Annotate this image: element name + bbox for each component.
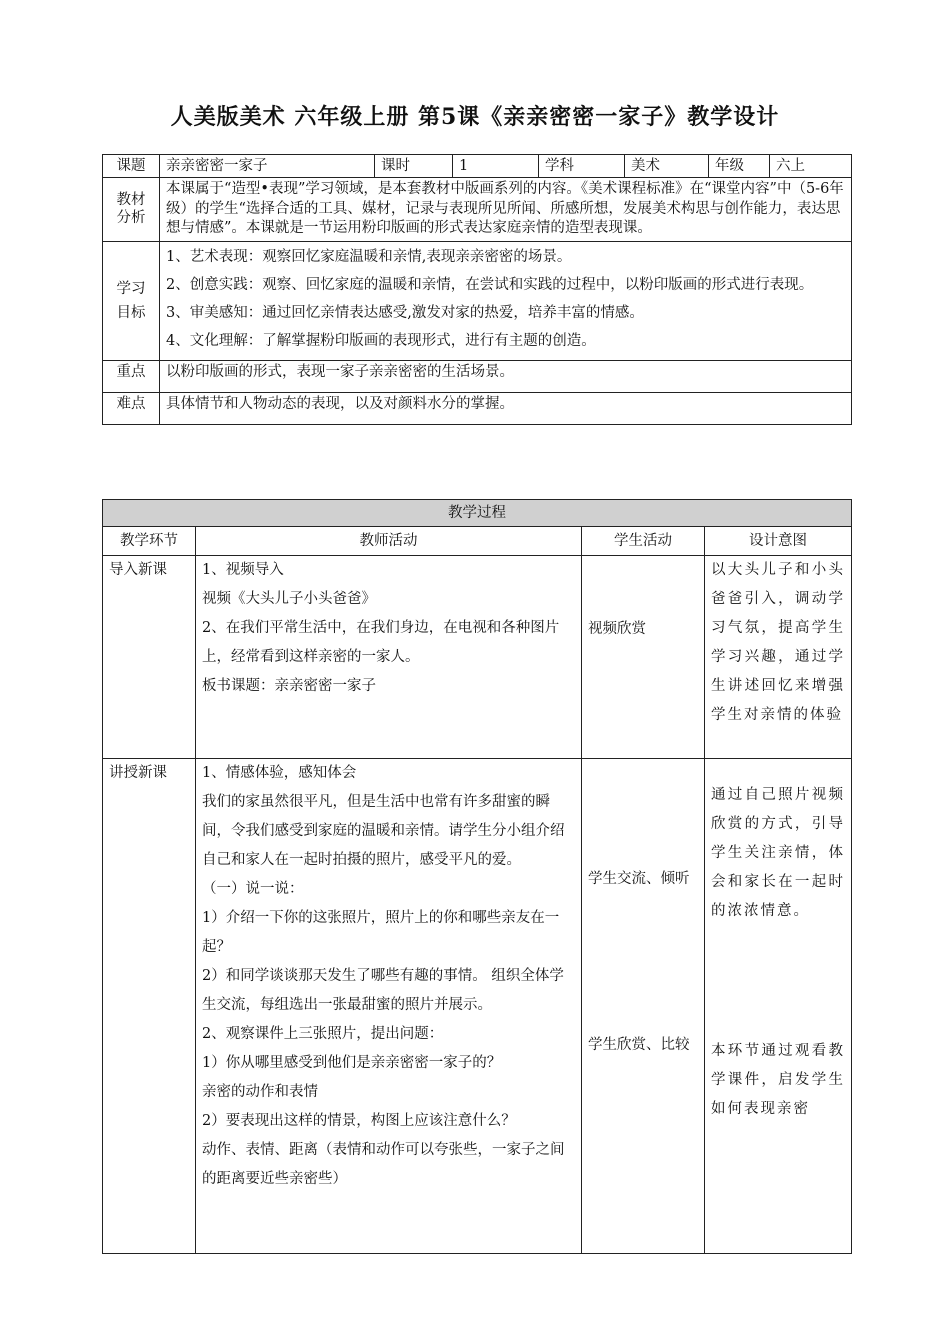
key-label: 重点 (103, 360, 160, 392)
teacher-line: 视频《大头儿子小头爸爸》 (202, 591, 376, 607)
teacher-line: 2、观察课件上三张照片，提出问题： (202, 1026, 444, 1042)
goal-item: 3、审美感知：通过回忆亲情表达感受,激发对家的热爱，培养丰富的情感。 (166, 304, 644, 321)
student-activity-cell (582, 556, 705, 759)
info-row-key (103, 360, 852, 392)
info-row-analysis (103, 178, 852, 242)
student-activity: 学生交流、倾听 (588, 871, 690, 887)
difficulty-text: 具体情节和人物动态的表现，以及对颜料水分的掌握。 (160, 392, 852, 424)
teacher-line: 2、在我们平常生活中，在我们身边，在电视和各种图片上，经常看到这样亲密的一家人。 (202, 620, 560, 665)
goal-item: 2、创意实践：观察、回忆家庭的温暖和亲情，在尝试和实践的过程中，以粉印版画的形式进行表现。 (166, 276, 814, 293)
lesson-info-table (102, 154, 852, 425)
design-intent-cell (705, 759, 852, 1254)
goals-label-line2: 目标 (116, 304, 146, 321)
teacher-line: 我们的家虽然很平凡，但是生活中也常有许多甜蜜的瞬间，令我们感受到家庭的温暖和亲情。请学生分小组介绍自己和家人在一起时拍摄的照片，感受平凡的爱。 (202, 794, 565, 868)
info-row-goals (103, 241, 852, 360)
info-row-topic (103, 155, 852, 178)
stage-cell: 讲授新课 (103, 759, 196, 1254)
period-label: 课时 (375, 155, 453, 178)
topic-value: 亲亲密密一家子 (160, 155, 375, 178)
subject-value: 美术 (625, 155, 709, 178)
teacher-line: 2）要表现出这样的情景，构图上应该注意什么？ (202, 1113, 516, 1129)
goals-list (160, 241, 852, 360)
process-row-intro (103, 556, 852, 759)
design-intent: 本环节通过观看教学课件，启发学生如何表现亲密 (711, 1043, 845, 1117)
analysis-label-line2: 分析 (116, 210, 146, 227)
analysis-label-line1: 教材 (116, 192, 146, 209)
teacher-line: 板书课题：亲亲密密一家子 (202, 678, 376, 694)
analysis-text: 本课属于“造型•表现”学习领域，是本套教材中版画系列的内容。《美术课程标准》在“课堂内容”中（5-6年级）的学生“选择合适的工具、媒材，记录与表现所见所闻、所感所想，发展美术构思与创作能力，表达思想与情感”。本课就是一节运用粉印版画的形式表达家庭亲情的造型表现课。 (160, 178, 852, 242)
grade-value: 六上 (770, 155, 852, 178)
teacher-activity-cell (196, 556, 582, 759)
teacher-line: 1、视频导入 (202, 562, 284, 578)
analysis-label (103, 178, 160, 242)
header-intent: 设计意图 (705, 527, 852, 556)
student-activity: 视频欣赏 (588, 620, 646, 637)
goal-item: 1、艺术表现：观察回忆家庭温暖和亲情,表现亲亲密密的场景。 (166, 248, 572, 265)
process-row-new (103, 759, 852, 1254)
difficulty-label: 难点 (103, 392, 160, 424)
teaching-process-table (102, 499, 852, 1254)
teacher-line: （一）说一说： (202, 881, 304, 897)
design-intent-cell: 以大头儿子和小头爸爸引入，调动学习气氛，提高学生学习兴趣，通过学生讲述回忆来增强学生对亲情的体验 (705, 556, 852, 759)
topic-label: 课题 (103, 155, 160, 178)
goals-label (103, 241, 160, 360)
period-value: 1 (453, 155, 539, 178)
goals-label-line1: 学习 (116, 280, 146, 297)
header-stage: 教学环节 (103, 527, 196, 556)
teacher-line: 亲密的动作和表情 (202, 1084, 318, 1100)
info-row-difficulty (103, 392, 852, 424)
teacher-line: 2）和同学谈谈那天发生了哪些有趣的事情。 组织全体学生交流，每组选出一张最甜蜜的照片并展示。 (202, 968, 564, 1013)
header-student: 学生活动 (582, 527, 705, 556)
student-activity: 学生欣赏、比较 (588, 1037, 690, 1053)
goal-item: 4、文化理解：了解掌握粉印版画的表现形式，进行有主题的创造。 (166, 332, 596, 349)
key-text: 以粉印版画的形式，表现一家子亲亲密密的生活场景。 (160, 360, 852, 392)
process-banner-row (103, 500, 852, 527)
teacher-line: 1）你从哪里感受到他们是亲亲密密一家子的？ (202, 1055, 502, 1071)
subject-label: 学科 (539, 155, 625, 178)
student-activity-cell (582, 759, 705, 1254)
page-title: 人美版美术 六年级上册 第5课《亲亲密密一家子》教学设计 (170, 104, 780, 130)
process-header-row (103, 527, 852, 556)
teacher-line: 动作、表情、距离（表情和动作可以夸张些，一家子之间的距离要近些亲密些） (202, 1142, 565, 1187)
design-intent: 通过自己照片视频欣赏的方式，引导学生关注亲情，体会和家长在一起时的浓浓情意。 (711, 787, 845, 919)
teacher-line: 1、情感体验，感知体会 (202, 765, 357, 781)
grade-label: 年级 (709, 155, 770, 178)
teacher-line: 1）介绍一下你的这张照片，照片上的你和哪些亲友在一起？ (202, 910, 560, 955)
header-teacher: 教师活动 (196, 527, 582, 556)
process-banner: 教学过程 (103, 500, 852, 527)
teacher-activity-cell (196, 759, 582, 1254)
stage-cell: 导入新课 (103, 556, 196, 759)
